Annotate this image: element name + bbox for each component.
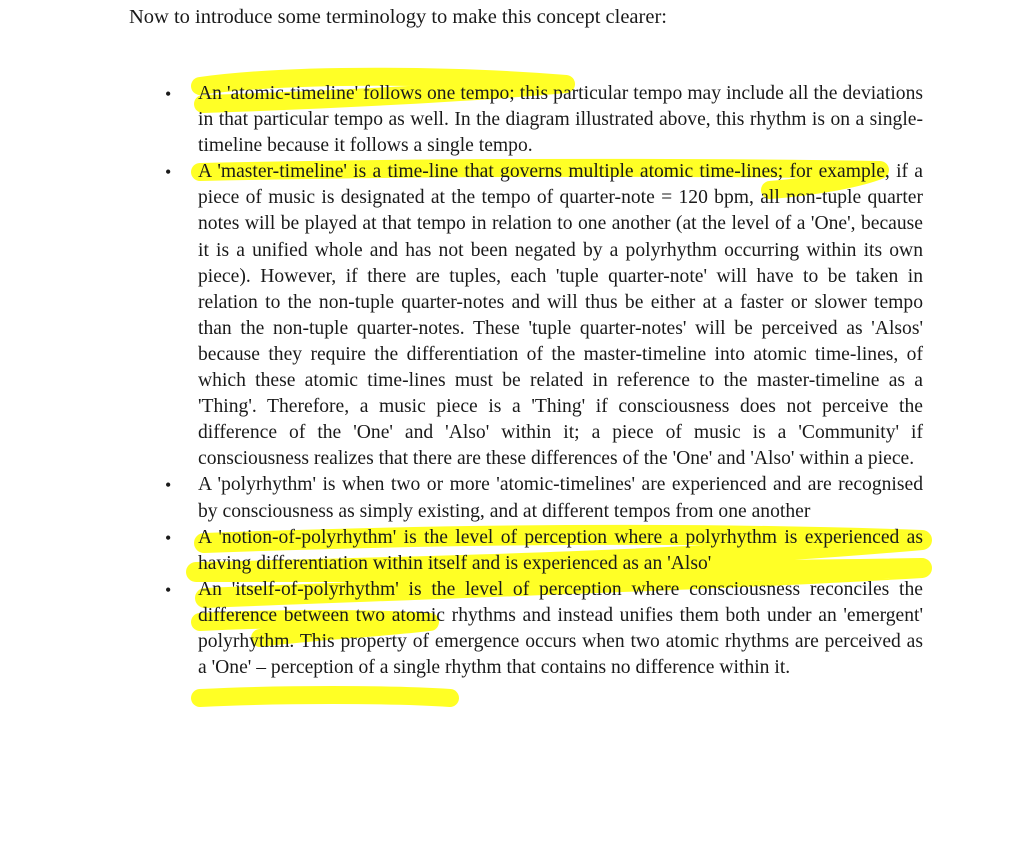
list-item-text: A 'notion-of-polyrhythm' is the level of perception where a polyrhythm is experienced as having differentiation within itself and is experienced as an 'Also' — [198, 526, 923, 574]
list-item — [150, 525, 930, 577]
list-item-text: A 'polyrhythm' is when two or more 'atomic-timelines' are experienced and are recognised by consciousness as simply existing, and at different tempos from one another — [198, 474, 923, 522]
terminology-list — [150, 81, 930, 681]
list-item-text: An 'itself-of-polyrhythm' is the level of perception where consciousness reconciles the difference between two atomic rhythms and instead unifies them both under an 'emergent' polyrhythm. This property of emergence occurs when two atomic rhythms are perceived as a 'One' – perception of a single rhythm that contains no difference within it. — [198, 578, 923, 679]
list-item-text: A 'master-timeline' is a time-line that governs multiple atomic time-lines; for example, if a piece of music is designated at the tempo of quarter-note = 120 bpm, all non-tuple quarter notes will be played at that tempo in relation to one another (at the level of a 'One', because it is a unified whole and has not been negated by a polyrhythm occurring within its own piece). However, if there are tuples, each 'tuple quarter-note' will have to be taken in relation to the non-tuple quarter-notes and will thus be either at a faster or slower tempo than the non-tuple quarter-notes. These 'tuple quarter-notes' will be perceived as 'Alsos' because they require the differentiation of the master-timeline into atomic time-lines, of which these atomic time-lines must be related in reference to the master-timeline as a 'Thing'. Therefore, a music piece is a 'Thing' if consciousness does not perceive the difference of the 'One' and 'Also' within it; a piece of music is a 'Community' if consciousness realizes that there are these differences of the 'One' and 'Also' within a piece. — [198, 161, 923, 470]
list-item-text: An 'atomic-timeline' follows one tempo; this particular tempo may include all the deviations in that particular tempo as well. In the diagram illustrated above, this rhythm is on a single-timeline because it follows a single tempo. — [198, 83, 923, 157]
list-item — [150, 472, 930, 524]
bullet-icon: • — [165, 162, 172, 183]
bullet-icon: • — [165, 527, 172, 548]
intro-paragraph: Now to introduce some terminology to make this concept clearer: — [129, 6, 667, 28]
bullet-icon: • — [165, 579, 172, 600]
bullet-icon: • — [165, 84, 172, 104]
list-item — [150, 577, 930, 681]
highlight-stroke-itself-of-polyrhythm — [200, 695, 450, 698]
bullet-icon: • — [165, 475, 172, 496]
list-item — [150, 159, 930, 472]
list-item — [150, 81, 930, 159]
